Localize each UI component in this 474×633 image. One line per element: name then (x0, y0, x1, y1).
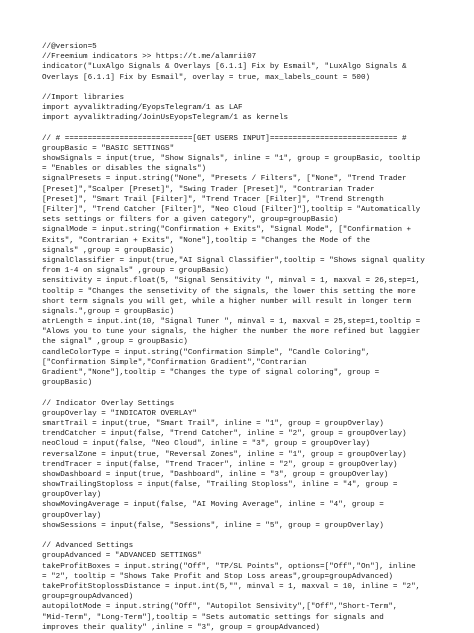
code-line: reversalZone = input(true, "Reversal Zones", inline = "1", group = groupOverlay) (42, 450, 407, 459)
code-line: Overlays [6.1.1] Fix by Esmail", overlay = true, max_labels_count = 500) (42, 73, 371, 82)
code-line: import ayvaliktrading/EyopsTelegram/1 as LAF (42, 104, 243, 113)
code-line: signalClassifier = input(true,"AI Signal Classifier",tooltip = "Shows signal quality (42, 256, 425, 265)
code-line: Gradient","None"],tooltip = "Changes the type of signal coloring", group = (42, 369, 380, 377)
code-line: signals.",group = groupBasic) (42, 307, 175, 316)
code-line: autopilotMode = input.string("Off", "Autopilot Sensivity",["Off","Short-Term", (42, 603, 398, 612)
code-line: improves their quality" ,inline = "3", group = groupAdvanced) (42, 623, 320, 632)
code-line: takeProfitBoxes = input.string("Off", "TP/SL Points", options=["Off","On"], inline (42, 562, 416, 571)
code-line: [Filter]", "Trend Catcher [Filter]", "Neo Cloud [Filter]"],tooltip = "Automatically (42, 206, 421, 214)
code-line: Exits", "Contrarian + Exits", "None"],tooltip = "Changes the Mode of the (42, 236, 371, 245)
code-line: //Freemium indicators >> https://t.me/alamrii07 (42, 53, 257, 62)
code-line: "Alows you to tune your signals, the higher the number the more refined but laggier (42, 328, 421, 337)
code-line: showMovingAverage = input(false, "AI Moving Average", inline = "4", group = (42, 501, 384, 510)
code-line: ["Confirmation Simple","Confirmation Gradient","Contrarian (42, 358, 307, 367)
code-line: trendCatcher = input(false, "Trend Catcher", inline = "2", group = groupOverlay) (42, 430, 407, 439)
code-line (42, 83, 452, 93)
code-line: groupOverlay) (42, 491, 102, 500)
code-line: atrLength = input.int(10, "Signal Tuner ", minval = 1, maxval = 25,step=1,tooltip = (42, 318, 421, 327)
code-line: sensitivity = input.float(5, "Signal Sensitivity ", minval = 1, maxval = 26,step=1, (42, 277, 421, 286)
code-line: short term signals you will get, while a higher number will result in longer term (42, 297, 412, 306)
code-line: smartTrail = input(true, "Smart Trail", inline = "1", group = groupOverlay) (42, 419, 384, 428)
code-line: groupOverlay) (42, 511, 102, 520)
code-line (42, 124, 452, 134)
code-line: groupBasic = "BASIC SETTINGS" (42, 144, 175, 153)
code-line: // Indicator Overlay Settings (42, 399, 175, 408)
code-line: signalMode = input.string("Confirmation + Exits", "Signal Mode", ["Confirmation + (42, 226, 412, 235)
code-line: showDashboard = input(true, "Dashboard", inline = "3", group = groupOverlay) (42, 470, 389, 479)
code-line: //@version=5 (42, 43, 97, 51)
code-line (42, 531, 452, 541)
code-line: [Preset]","Scalper [Preset]", "Swing Trader [Preset]", "Contrarian Trader (42, 185, 375, 194)
code-line: candleColorType = input.string("Confirmation Simple", "Candle Coloring", (42, 348, 371, 357)
code-line: groupAdvanced = "ADVANCED SETTINGS" (42, 552, 202, 561)
code-line: indicator("LuxAlgo Signals & Overlays [6.1.1] Fix by Esmail", "LuxAlgo Signals & (42, 63, 407, 72)
code-line: = "2", tooltip = "Shows Take Profit and Stop Loss areas",group=groupAdvanced) (42, 572, 393, 581)
code-line: import ayvaliktrading/JoinUsEyopsTelegram/1 as kernels (42, 114, 289, 123)
code-line: trendTracer = input(false, "Trend Tracer", inline = "2", group = groupOverlay) (42, 460, 398, 469)
code-line: = "Enables or disables the signals") (42, 165, 207, 174)
code-line: sets settings or filters for a given category", group=groupBasic) (42, 216, 339, 225)
code-line: // Advanced Settings (42, 542, 134, 551)
code-line: neoCloud = input(false, "Neo Cloud", inline = "3", group = groupOverlay) (42, 440, 371, 449)
code-line: showTrailingStoploss = input(false, "Trailing Stoploss", inline = "4", group = (42, 481, 398, 490)
code-line: signalPresets = input.string("None", "Presets / Filters", ["None", "Trend Trader (42, 175, 407, 184)
code-line: signals" ,group = groupBasic) (42, 246, 175, 255)
code-line: [Preset]", "Smart Trail [Filter]", "Trend Tracer [Filter]", "Trend Strength (42, 195, 384, 204)
code-line: group=groupAdvanced) (42, 593, 134, 602)
code-line: //Import libraries (42, 93, 125, 102)
code-line: groupBasic) (42, 379, 93, 388)
code-line: showSessions = input(false, "Sessions", inline = "5", group = groupOverlay) (42, 521, 384, 530)
code-block (42, 42, 452, 633)
code-line: "Mid-Term", "Long-Term"],tooltip = "Sets automatic settings for signals and (42, 613, 384, 622)
code-line: from 1-4 on signals" ,group = groupBasic) (42, 267, 229, 276)
code-line (42, 388, 452, 398)
code-line: takeProfitStoplossDistance = input.int(5,"", minval = 1, maxval = 10, inline = "2", (42, 582, 421, 591)
code-line: tooltip = "Changes the sensetivity of the signals, the lower this setting the more (42, 287, 416, 296)
code-line: groupOverlay = "INDICATOR OVERLAY" (42, 409, 197, 418)
code-line: showSignals = input(true, "Show Signals", inline = "1", group = groupBasic, tooltip (42, 155, 421, 164)
code-line: the signal" ,group = groupBasic) (42, 338, 188, 347)
code-line: // # ============================[GET USERS INPUT]============================ # (42, 134, 407, 143)
